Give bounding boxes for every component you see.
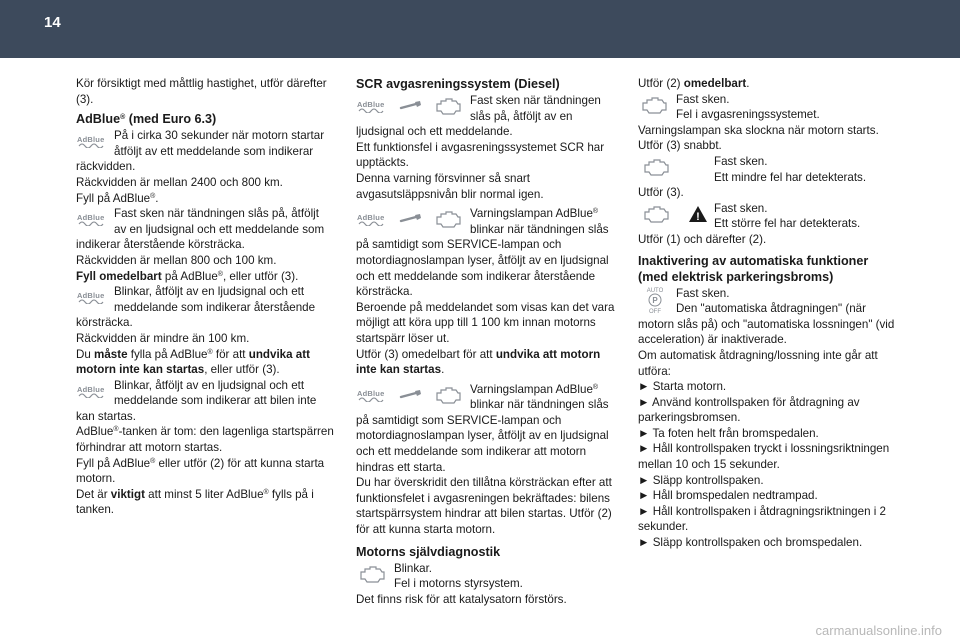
adblue-warning-icon: AdBlue xyxy=(76,378,112,404)
page-number: 14 xyxy=(44,14,61,31)
engine-icon xyxy=(356,561,392,587)
engine-icon xyxy=(434,209,462,229)
svg-text:!: ! xyxy=(696,210,700,223)
engine-and-warning-icons xyxy=(638,201,712,227)
list-item: ► Använd kontrollspaken för åtdragning av parkeringsbromsen. xyxy=(638,395,860,425)
svg-text:P: P xyxy=(652,295,658,305)
engine-icon xyxy=(638,92,674,118)
adblue-block-4: AdBlue Blinkar, åtföljt av en ljudsignal och ett meddelande som indikerar att bilen inte kan startas. AdBlue®-tanken är tom: den lagenliga startspärren förhindrar att motorn startas. Fyll på AdBlue® eller utför (2) för att kunna starta motorn. Det är viktigt att minst 5 liter AdBlue® fylls på i tanken. xyxy=(76,378,334,517)
auto-off-heading: Inaktivering av automatiska funktioner (med elektrisk parkeringsbroms) xyxy=(638,253,869,284)
engine-icon xyxy=(638,154,712,180)
scr-block-3: AdBlue Varningslampan AdBlue® blinkar när tändningen slås på samtidigt som SERVICE-lampan och motordiagnoslampan lyser, åtföljt av en ljudsignal och ett meddelande som indikerar att motorn hindras ett starta. Du har överskridit den tillåtna körsträckan efter att funktionsfelet i avgasreningen bekräftades: bilens startspärrsystem hindrar att bilen startas. Utför (2) för att kunna starta motorn. xyxy=(356,382,612,537)
wrench-icon xyxy=(398,99,424,113)
engine-block-1: Fast sken. Fel i avgasreningssystemet. Varningslampan ska slockna när motorn starts. xyxy=(638,92,879,137)
column-2 xyxy=(356,76,618,607)
adblue-warning-icon: AdBlue xyxy=(76,284,112,310)
intro-text: Kör försiktigt med måttlig hastighet, utför därefter (3). xyxy=(76,77,327,106)
adblue-block-2: AdBlue Fast sken när tändningen slås på, åtföljt av en ljudsignal och ett meddelande som indikerar återstående körsträcka. Räckvidden är mellan 800 och 100 km. Fyll omedelbart på AdBlue®, eller utför (3). xyxy=(76,207,325,283)
page-header xyxy=(0,0,960,58)
adblue-heading: AdBlue® (med Euro 6.3) xyxy=(76,112,217,127)
svg-text:OFF: OFF xyxy=(649,308,661,314)
list-item: ► Släpp kontrollspaken och bromspedalen. xyxy=(638,536,863,550)
adblue-block-1: AdBlue På i cirka 30 sekunder när motorn startar åtföljt av ett meddelande som indikerar räckvidden. Räckvidden är mellan 2400 och 800 km. Fyll på AdBlue®. xyxy=(76,129,325,205)
wrench-icon xyxy=(398,388,424,402)
scr-block-1: AdBlue Fast sken när tändningen slås på, åtföljt av en ljudsignal och ett meddelande. Ett funktionsfel i avgasreningssystemet SCR har upptäckts. Denna varning försvinner så snart avgasutsläppsnivån blir normal igen. xyxy=(356,94,605,201)
list-item: ► Släpp kontrollspaken. xyxy=(638,473,764,487)
list-item: ► Håll kontrollspaken tryckt i lossningsriktningen mellan 10 och 15 sekunder. xyxy=(638,442,890,472)
selfdiag-block: Blinkar. Fel i motorns styrsystem. Det finns risk för att katalysatorn förstörs. xyxy=(356,561,567,606)
engine-block-2: Fast sken. Ett mindre fel har detekterats. xyxy=(638,154,900,185)
engine-icon xyxy=(642,204,670,224)
adblue-wrench-engine-icons: AdBlue xyxy=(356,382,468,408)
watermark: carmanualsonline.info xyxy=(815,623,942,638)
wrench-icon xyxy=(398,212,424,226)
list-item: ► Håll bromspedalen nedtrampad. xyxy=(638,489,818,503)
engine-icon xyxy=(434,385,462,405)
adblue-warning-icon: AdBlue xyxy=(76,128,112,154)
list-item: ► Ta foten helt från bromspedalen. xyxy=(638,426,819,440)
engine-icon xyxy=(434,96,462,116)
warning-triangle-icon xyxy=(688,205,708,223)
auto-off-block: AUTO P OFF Fast sken. Den "automatiska åtdragningen" (när motorn slås på) och "automatiska lossningen" (vid acceleration) är inaktiverade. Om automatisk åtdragning/lossning inte går att utföra: ► Starta motorn. ► Använd kontrollspaken för åtdragning av parkeringsbromsen. ► Ta foten helt från bromspedalen. ► Håll kontrollspaken tryckt i lossningsriktningen mellan 10 och 15 sekunder. ► Släpp kontrollspaken. ► Håll bromspedalen nedtrampad. ► Håll kontrollspaken i åtdragningsriktningen i 2 sekunder. ► Släpp kontrollspaken och bromspedalen. xyxy=(638,286,900,551)
list-item: ► Starta motorn. xyxy=(638,380,727,394)
column-3: Utför (2) omedelbart. Fast sken. Fel i avgasreningssystemet. Varningslampan ska slockna när motorn starts. Utför (3) snabbt. Fast sken. Ett mindre fel har detekterats. Utför (3). ! Fast sken. Ett större fel har detekterats. Utför (1) och därefter (2). Inaktivering av automatiska funktioner (med elektrisk parkeringsbroms) AUTO P OFF Fast sken. Den "automatiska åtdragningen" (när motorn slås på) och "automatiska lossningen" (vid acceleration) är inaktiverade. Om automatisk åtdragning/lossning inte går att utföra: ► Starta motorn. ► Använd kontrollspaken för åtdragning av parkeringsbromsen. ► Ta foten helt från bromspedalen. ► Håll kontrollspaken tryckt i lossningsriktningen mellan 10 och 15 sekunder. ► Släpp kontrollspaken. ► Håll bromspedalen nedtrampad. ► Håll kontrollspaken i åtdragningsriktningen i 2 sekunder. ► Släpp kontrollspaken och bromspedalen. xyxy=(638,76,900,551)
adblue-warning-icon: AdBlue xyxy=(76,206,112,232)
adblue-wrench-engine-icons: AdBlue xyxy=(356,206,468,232)
list-item: ► Håll kontrollspaken i åtdragningsriktningen i 2 sekunder. xyxy=(638,504,886,534)
adblue-wrench-engine-icons: AdBlue xyxy=(356,93,468,119)
scr-heading: SCR avgasreningssystem (Diesel) xyxy=(356,77,560,91)
adblue-block-3: AdBlue Blinkar, åtföljt av en ljudsignal och ett meddelande som indikerar återstående körsträcka. Räckvidden är mindre än 100 km. Du måste fylla på AdBlue® för att undvika att motorn inte kan startas, eller utför (3). xyxy=(76,285,316,377)
engine-block-3: ! Fast sken. Ett större fel har detekterats. xyxy=(638,201,900,232)
column-1 xyxy=(76,76,338,518)
selfdiag-heading: Motorns självdiagnostik xyxy=(356,544,501,559)
scr-block-2: AdBlue Varningslampan AdBlue® blinkar när tändningen slås på samtidigt som SERVICE-lampan och motordiagnoslampan lyser, åtföljt av en ljudsignal och ett meddelande som indikerar återstående körsträcka. Beroende på meddelandet som visas kan det vara möjligt att köra upp till 1 100 km innan motorns startspärr löser ut. Utför (3) omedelbart för att undvika att motorn inte kan startas. xyxy=(356,207,615,377)
steps-list xyxy=(638,379,900,551)
svg-text:AUTO: AUTO xyxy=(646,287,664,294)
auto-off-parking-brake-icon xyxy=(638,286,674,312)
